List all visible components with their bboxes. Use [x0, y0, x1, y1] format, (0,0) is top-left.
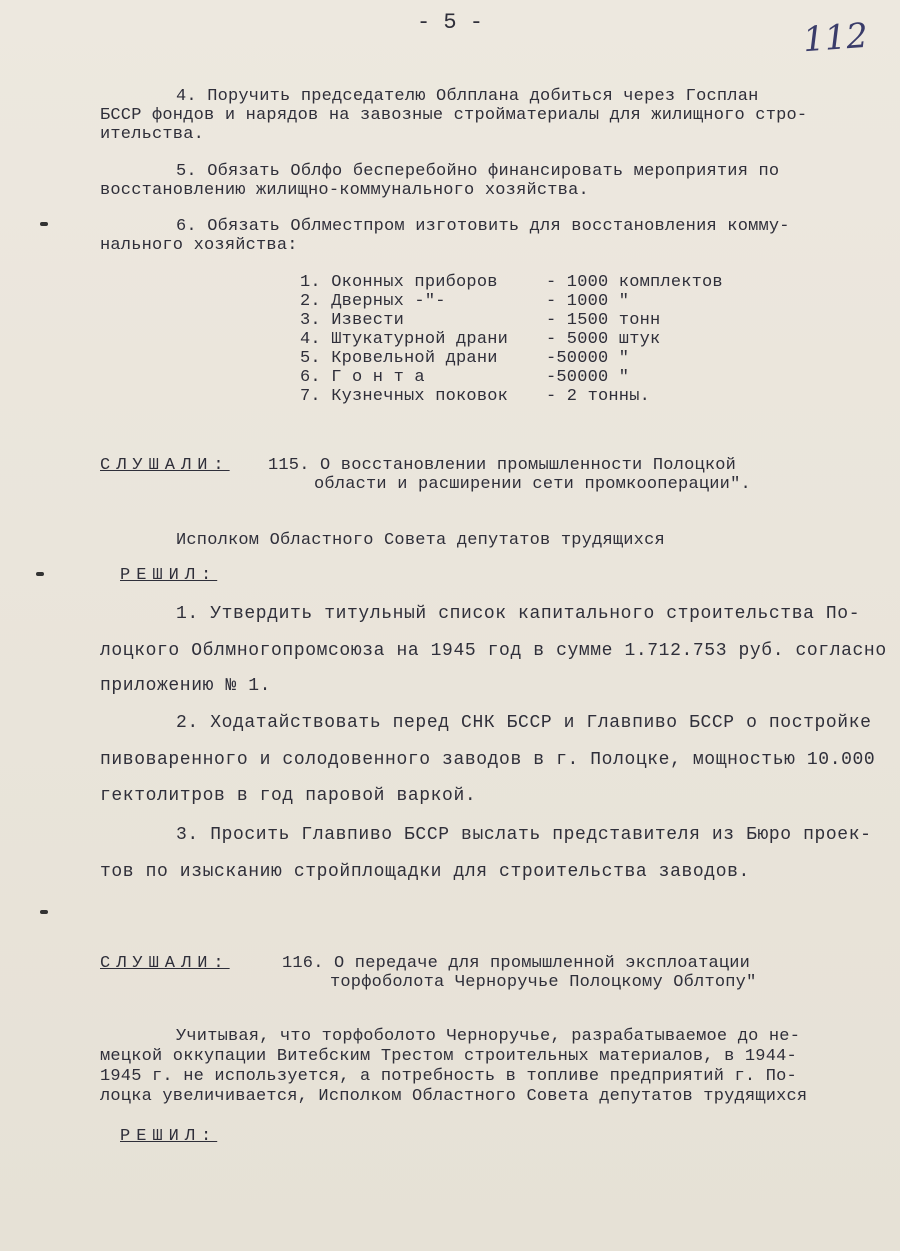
list-item-qty: - 1000 " — [546, 292, 630, 311]
list-item-qty: - 1500 тонн — [546, 311, 661, 330]
paragraph-5-line-2: восстановлению жилищно-коммунального хозяйства. — [100, 181, 589, 200]
margin-mark — [36, 572, 44, 576]
list-item-name: 5. Кровельной драни — [300, 349, 498, 368]
list-item-name: 4. Штукатурной драни — [300, 330, 509, 349]
body-116-line-3: 1945 г. не используется, а потребность в топливе предприятий г. По- — [100, 1067, 797, 1086]
list-item-name: 2. Дверных -"- — [300, 292, 446, 311]
paragraph-4-line-2: БССР фондов и нарядов на завозные стройматериалы для жилищного стро- — [100, 106, 808, 125]
paragraph-5-line-1: 5. Обязать Облфо бесперебойно финансировать мероприятия по — [176, 162, 780, 181]
archive-page-number: 112 — [801, 15, 870, 61]
list-item-name: 1. Оконных приборов — [300, 273, 498, 292]
list-item-qty: - 2 тонны. — [546, 387, 651, 406]
list-item-name: 3. Извести — [300, 311, 405, 330]
body-116-line-1: Учитывая, что торфоболото Черноручье, разрабатываемое до не- — [176, 1027, 801, 1046]
decided-label-116: РЕШИЛ: — [120, 1127, 218, 1146]
decision-115-1-line-2: лоцкого Облмногопромсоюза на 1945 год в сумме 1.712.753 руб. согласно — [100, 641, 887, 661]
list-item-qty: - 1000 комплектов — [546, 273, 723, 292]
heard-text-116-line-1: 116. О передаче для промышленной эксплоатации — [282, 954, 751, 973]
list-item-qty: - 5000 штук — [546, 330, 661, 349]
body-116-line-2: мецкой оккупации Витебским Трестом строительных материалов, в 1944- — [100, 1047, 797, 1066]
decision-115-2-line-2: пивоваренного и солодовенного заводов в г. Полоцке, мощностью 10.000 — [100, 750, 876, 770]
paragraph-6-line-1: 6. Обязать Облместпром изготовить для восстановления комму- — [176, 217, 790, 236]
heard-text-115-line-2: области и расширении сети промкооперации". — [314, 475, 751, 494]
page-number: - 5 - — [416, 10, 483, 35]
paragraph-4-line-3: ительства. — [100, 125, 205, 144]
heard-text-116-line-2: торфоболота Черноручье Полоцкому Облтопу" — [330, 973, 757, 992]
list-item-name: 7. Кузнечных поковок — [300, 387, 509, 406]
heard-label-115: СЛУШАЛИ: — [100, 456, 230, 475]
margin-mark — [40, 222, 48, 226]
decision-115-1-line-1: 1. Утвердить титульный список капитального строительства По- — [176, 604, 861, 624]
margin-mark — [40, 910, 48, 914]
body-116-line-4: лоцка увеличивается, Исполком Областного Совета депутатов трудящихся — [100, 1087, 808, 1106]
council-line-115: Исполком Областного Совета депутатов трудящихся — [176, 531, 665, 550]
decision-115-1-line-3: приложению № 1. — [100, 676, 272, 696]
list-item-name: 6. Г о н т а — [300, 368, 425, 387]
decision-115-3-line-1: 3. Просить Главпиво БССР выслать представителя из Бюро проек- — [176, 825, 872, 845]
decided-label-115: РЕШИЛ: — [120, 566, 218, 585]
heard-label-116: СЛУШАЛИ: — [100, 954, 230, 973]
list-item-qty: -50000 " — [546, 368, 630, 387]
decision-115-2-line-1: 2. Ходатайствовать перед СНК БССР и Главпиво БССР о постройке — [176, 713, 872, 733]
paragraph-6-line-2: нального хозяйства: — [100, 236, 298, 255]
decision-115-3-line-2: тов по изысканию стройплощадки для строительства заводов. — [100, 862, 750, 882]
heard-text-115-line-1: 115. О восстановлении промышленности Полоцкой — [268, 456, 737, 475]
paragraph-4-line-1: 4. Поручить председателю Облплана добиться через Госплан — [176, 87, 759, 106]
decision-115-2-line-3: гектолитров в год паровой варкой. — [100, 786, 477, 806]
list-item-qty: -50000 " — [546, 349, 630, 368]
